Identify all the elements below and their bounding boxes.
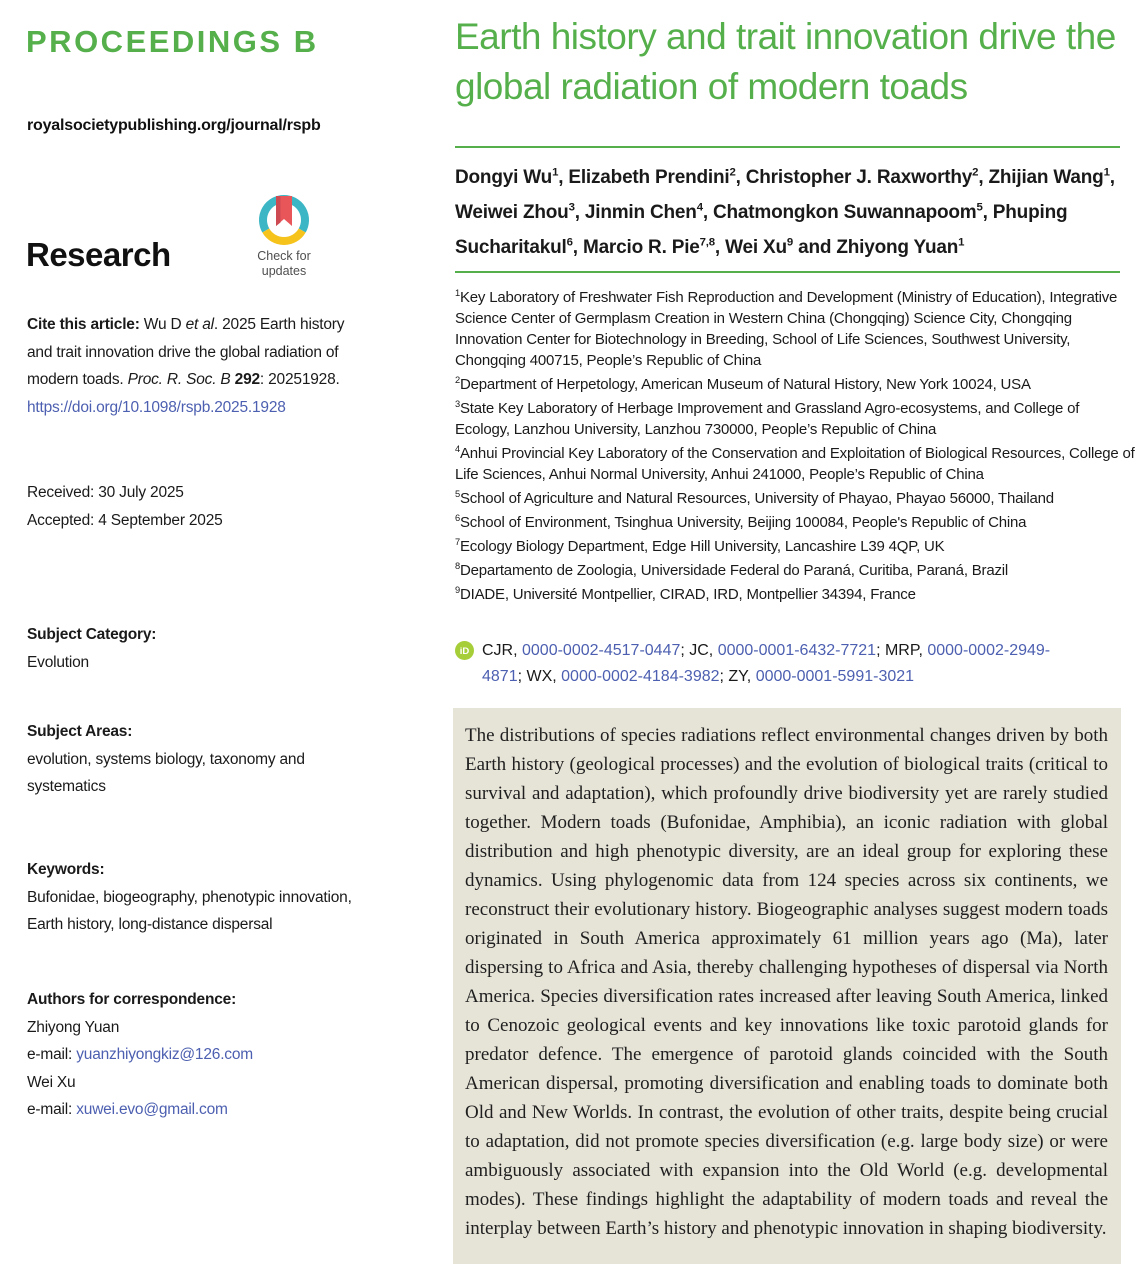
subject-areas-label: Subject Areas: xyxy=(27,723,133,740)
correspondence-email-row xyxy=(27,1041,359,1069)
affiliation-text: State Key Laboratory of Herbage Improvement and Grassland Agro-ecosystems, and College of Ecology, Lanzhou University, Lanzhou 730000, People’s Republic of China xyxy=(455,400,1080,438)
email-link[interactable]: xuwei.evo@gmail.com xyxy=(76,1101,228,1118)
affiliation-number: 8 xyxy=(455,561,460,571)
affiliation-text: School of Agriculture and Natural Resources, University of Phayao, Phayao 56000, Thailand xyxy=(459,490,1054,507)
abstract: The distributions of species radiations reflect environmental changes driven by both Earth history (geological processes) and the evolution of biological traits (critical to survival and adaptation), which profoundly drive biodiversity yet are rarely studied together. Modern toads (Bufonidae, Amphibia), an iconic radiation with global distribution and high phenotypic diversity, are an ideal group for exploring these dynamics. Using phylogenomic data from 124 species across six continents, we reconstruct their evolutionary history. Biogeographic analyses suggest modern toads originated in South America approximately 61 million years ago (Ma), later dispersing to Africa and Asia, thereby challenging hypotheses of dispersal via North America. Species diversification rates increased after leaving South America, linked to Cenozoic geological events and key innovations like toxic parotoid glands for predator defence. The emergence of parotoid glands coincided with the South American dispersal, promoting diversification and enabling toads to dominate both Old and New Worlds. In contrast, the evolution of other traits, despite being crucial to adaptation, did not promote species diversification (e.g. large body size) or were ambiguously associated with expansion into the Old World (e.g. developmental modes). These findings highlight the adaptability of modern toads and reveal the interplay between Earth’s history and phenotypic innovation in shaping biodiversity. xyxy=(453,708,1121,1264)
affiliation-text: Department of Herpetology, American Museum of Natural History, New York 10024, USA xyxy=(459,376,1031,393)
affiliation-text: Key Laboratory of Freshwater Fish Reproduction and Development (Ministry of Education), Integrative Science Center of Germplasm Creation in Western China (Chongqing) Science City, Chongqing Innovation Center for Biotechnology in Breeding, School of Life Sciences, Southwest University, Chongqing 400715, People’s Republic of China xyxy=(455,289,1118,369)
affiliation-text: Ecology Biology Department, Edge Hill University, Lancashire L39 4QP, UK xyxy=(459,538,945,555)
affiliation-number: 3 xyxy=(455,399,460,409)
authors-divider xyxy=(455,271,1120,273)
affiliation xyxy=(455,443,1135,485)
dates-block xyxy=(27,479,359,534)
affiliation xyxy=(455,536,1135,557)
affiliation xyxy=(455,584,1135,605)
subject-category-label: Subject Category: xyxy=(27,626,157,643)
affiliation-number: 9 xyxy=(455,585,460,595)
citation-text: Cite this article: Wu D et al. 2025 Earth history and trait innovation drive the global radiation of modern toads. Proc. R. Soc. B 292: 20251928. xyxy=(27,316,345,388)
affiliation-text: Anhui Provincial Key Laboratory of the Conservation and Exploitation of Biological Resources, College of Life Sciences, Anhui Normal University, Anhui 241000, People’s Republic of China xyxy=(455,445,1135,483)
affiliation xyxy=(455,512,1135,533)
crossmark-icon xyxy=(257,193,311,247)
subject-areas-block xyxy=(27,718,359,801)
subject-category-block xyxy=(27,621,359,676)
journal-logo: PROCEEDINGS B xyxy=(26,24,319,59)
affiliation-number: 2 xyxy=(455,375,460,385)
affiliation-number: 6 xyxy=(455,513,460,523)
keywords-label: Keywords: xyxy=(27,861,105,878)
author-list: Dongyi Wu$^1$, Elizabeth Prendini$^2$, Christopher J. Raxworthy$^2$, Zhijian Wang$^1$, Weiwei Zhou$^3$, Jinmin Chen$^4$, Chatmongkon Suwannapoom$^5$, Phuping Sucharitakul$^6$, Marcio R. Pie$^{7,8}$, Wei Xu$^9$ and Zhiyong Yuan$^1$ xyxy=(455,166,1115,258)
orcid-icon xyxy=(455,641,474,660)
affiliation xyxy=(455,374,1135,395)
correspondence-email-row xyxy=(27,1096,359,1124)
affiliation-text: DIADE, Université Montpellier, CIRAD, IRD, Montpellier 34394, France xyxy=(459,586,916,603)
svg-text:iD: iD xyxy=(459,646,470,657)
keywords-block xyxy=(27,856,359,939)
affiliation-number: 7 xyxy=(455,537,460,547)
affiliation xyxy=(455,287,1135,371)
affiliation xyxy=(455,560,1135,581)
crossmark-label-line2: updates xyxy=(261,264,307,278)
correspondence-block xyxy=(27,986,359,1124)
journal-url: royalsocietypublishing.org/journal/rspb xyxy=(27,117,321,134)
crossmark-label-line1: Check for xyxy=(257,249,311,263)
citation-block xyxy=(27,311,359,421)
subject-category-value: Evolution xyxy=(27,653,89,671)
correspondence-label: Authors for correspondence: xyxy=(27,991,237,1008)
check-for-updates-badge[interactable] xyxy=(234,193,334,279)
title-divider xyxy=(455,146,1120,148)
orcid-line xyxy=(455,638,1095,690)
affiliation xyxy=(455,398,1135,440)
affiliation-number: 4 xyxy=(455,444,460,454)
subject-areas-value: evolution, systems biology, taxonomy and systematics xyxy=(27,750,305,795)
keywords-value: Bufonidae, biogeography, phenotypic innovation, Earth history, long-distance dispersal xyxy=(27,888,352,933)
affiliation xyxy=(455,488,1135,509)
affiliation-number: 5 xyxy=(455,489,460,499)
orcid-ids[interactable]: CJR, 0000-0002-4517-0447; JC, 0000-0001-6432-7721; MRP, 0000-0002-2949-4871; WX, 0000-0002-4184-3982; ZY, 0000-0001-5991-3021 xyxy=(482,642,1051,685)
email-prefix: e-mail: xyxy=(27,1046,77,1063)
doi-link[interactable]: https://doi.org/10.1098/rspb.2025.1928 xyxy=(27,398,286,416)
affiliation-text: School of Environment, Tsinghua University, Beijing 100084, People's Republic of China xyxy=(459,514,1027,531)
accepted-date: Accepted: 4 September 2025 xyxy=(27,511,223,529)
affiliations-list xyxy=(455,287,1135,608)
affiliation-number: 1 xyxy=(455,288,460,298)
email-prefix: e-mail: xyxy=(27,1101,77,1118)
correspondence-name: Zhiyong Yuan xyxy=(27,1018,120,1036)
affiliation-text: Departamento de Zoologia, Universidade Federal do Paraná, Curitiba, Paraná, Brazil xyxy=(459,562,1009,579)
section-heading-research: Research xyxy=(26,236,171,273)
correspondence-name: Wei Xu xyxy=(27,1073,76,1091)
received-date: Received: 30 July 2025 xyxy=(27,484,184,501)
article-title: Earth history and trait innovation drive the global radiation of modern toads xyxy=(455,16,1116,107)
crossmark-label xyxy=(234,249,334,279)
email-link[interactable]: yuanzhiyongkiz@126.com xyxy=(76,1046,253,1063)
